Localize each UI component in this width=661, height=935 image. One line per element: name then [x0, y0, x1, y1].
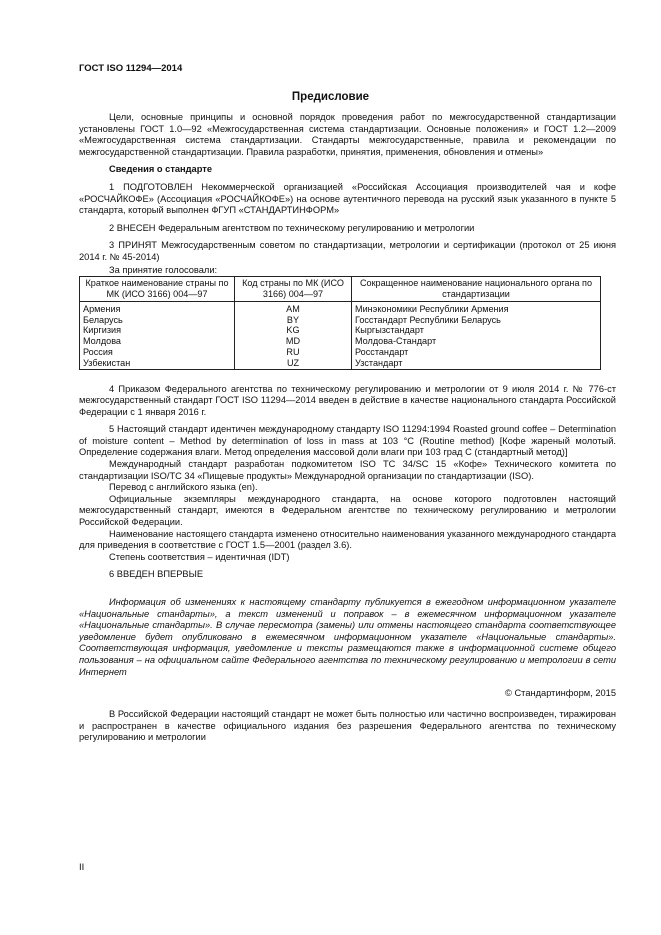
table-cell: Молдова	[80, 336, 235, 347]
table-cell: Минэкономики Республики Армения	[352, 301, 601, 314]
table-row	[80, 325, 601, 336]
changes-notice: Информация об изменениях к настоящему стандарту публикуется в ежегодном информационном указателе «Национальные стандарты», а текст изменений и поправок – в ежемесячном информационном указателе «Национальные стандарты». В случае пересмотра (замены) или отмены настоящего стандарта соответствующее уведомление будет опубликовано в ежемесячном информационном указателе «Национальные стандарты». Соответствующая информация, уведомление и тексты размещаются также в информационной системе общего пользования – на официальном сайте Федерального агентства по техническому регулированию и метрологии в сети Интернет	[79, 597, 616, 677]
table-row	[80, 347, 601, 358]
item-1: 1 ПОДГОТОВЛЕН Некоммерческой организацией «Российская Ассоциация производителей чая и кофе «РОСЧАЙКОФЕ» (Ассоциация «РОСЧАЙКОФЕ») на основе аутентичного перевода на русский язык указанного в пункте 5 стандарта, который выполнен ФГУП «СТАНДАРТИНФОРМ»	[79, 181, 616, 216]
item-4: 4 Приказом Федерального агентства по техническому регулированию и метрологии от 9 июля 2014 г. № 776-ст межгосударственный стандарт ГОСТ ISO 11294—2014 введен в действие в качестве национального стандарта Российской Федерации с 1 января 2016 г.	[79, 383, 616, 417]
item-5-degree: Степень соответствия – идентичная (IDT)	[109, 551, 290, 562]
table-cell: UZ	[235, 358, 352, 369]
table-cell: Госстандарт Республики Беларусь	[352, 315, 601, 326]
table-cell: KG	[235, 325, 352, 336]
item-3: 3 ПРИНЯТ Межгосударственным советом по стандартизации, метрологии и сертификации (протокол от 25 июня 2014 г. № 45-2014)	[79, 240, 616, 262]
document-header: ГОСТ ISO 11294—2014	[79, 63, 183, 74]
voting-table	[79, 276, 601, 369]
table-row	[80, 315, 601, 326]
table-header-country: Краткое наименование страны по МК (ИСО 3166) 004—97	[80, 277, 235, 302]
copyright: © Стандартинформ, 2015	[505, 688, 616, 699]
item-5-developer: Международный стандарт разработан подкомитетом ISO TC 34/SC 15 «Кофе» Технического комитета по стандартизации ISO/TC 34 «Пищевые продукты» Международной организации по стандартизации (ISO).	[79, 459, 616, 481]
table-cell: Росстандарт	[352, 347, 601, 358]
document-body	[79, 112, 616, 744]
table-cell: Узбекистан	[80, 358, 235, 369]
table-cell: RU	[235, 347, 352, 358]
table-cell: BY	[235, 315, 352, 326]
table-row	[80, 358, 601, 369]
table-cell: MD	[235, 336, 352, 347]
page-title: Предисловие	[291, 91, 370, 103]
vote-label: За принятие голосовали:	[109, 264, 218, 275]
item-5-language: Перевод с английского языка (en).	[109, 482, 258, 493]
intro-paragraph: Цели, основные принципы и основной порядок проведения работ по межгосударственной стандартизации установлены ГОСТ 1.0—92 «Межгосударственная система стандартизации. Основные положения» и ГОСТ 1.2—2009 «Межгосударственная система стандартизации. Стандарты межгосударственные, правила и рекомендации по межгосударственной стандартизации. Правила разработки, принятия, применения, обновления и отмены»	[79, 112, 616, 157]
table-cell: Армения	[80, 301, 235, 314]
table-header-body: Сокращенное наименование национального органа по стандартизации	[352, 277, 601, 302]
item-5-name-change: Наименование настоящего стандарта изменено относительно наименования указанного международного стандарта для приведения в соответствие с ГОСТ 1.5—2001 (раздел 3.6).	[79, 528, 616, 551]
item-5-official: Официальные экземпляры международного стандарта, на основе которого подготовлен настоящий межгосударственный стандарт, имеются в Федеральном агентстве по техническому регулированию и метрологии Российской Федерации.	[79, 493, 616, 528]
table-cell: Беларусь	[80, 315, 235, 326]
table-row	[80, 301, 601, 314]
item-6: 6 ВВЕДЕН ВПЕРВЫЕ	[109, 569, 204, 580]
table-cell: AM	[235, 301, 352, 314]
item-5: 5 Настоящий стандарт идентичен международному стандарту ISO 11294:1994 Roasted ground coffee – Determination of moisture content – Method by determination of loss in mass at 103 °C (Routine method) [Кофе жареный молотый. Определение содержания влаги. Метод определения массовой доли влаги при 103 град С (стандартный метод)]	[79, 424, 616, 458]
page-number: II	[79, 862, 85, 873]
table-cell: Россия	[80, 347, 235, 358]
table-header-code: Код страны по МК (ИСО 3166) 004—97	[235, 277, 352, 302]
reproduction-restriction: В Российской Федерации настоящий стандарт не может быть полностью или частично воспроизведен, тиражирован и распространен в качестве официального издания без разрешения Федерального агентства по техническому регулированию и метрологии	[79, 709, 616, 743]
item-2: 2 ВНЕСЕН Федеральным агентством по техническому регулированию и метрологии	[109, 222, 475, 233]
section-heading: Сведения о стандарте	[109, 164, 213, 175]
table-cell: Узстандарт	[352, 358, 601, 369]
table-cell: Кыргызстандарт	[352, 325, 601, 336]
table-cell: Молдова-Стандарт	[352, 336, 601, 347]
table-row	[80, 336, 601, 347]
table-cell: Киргизия	[80, 325, 235, 336]
